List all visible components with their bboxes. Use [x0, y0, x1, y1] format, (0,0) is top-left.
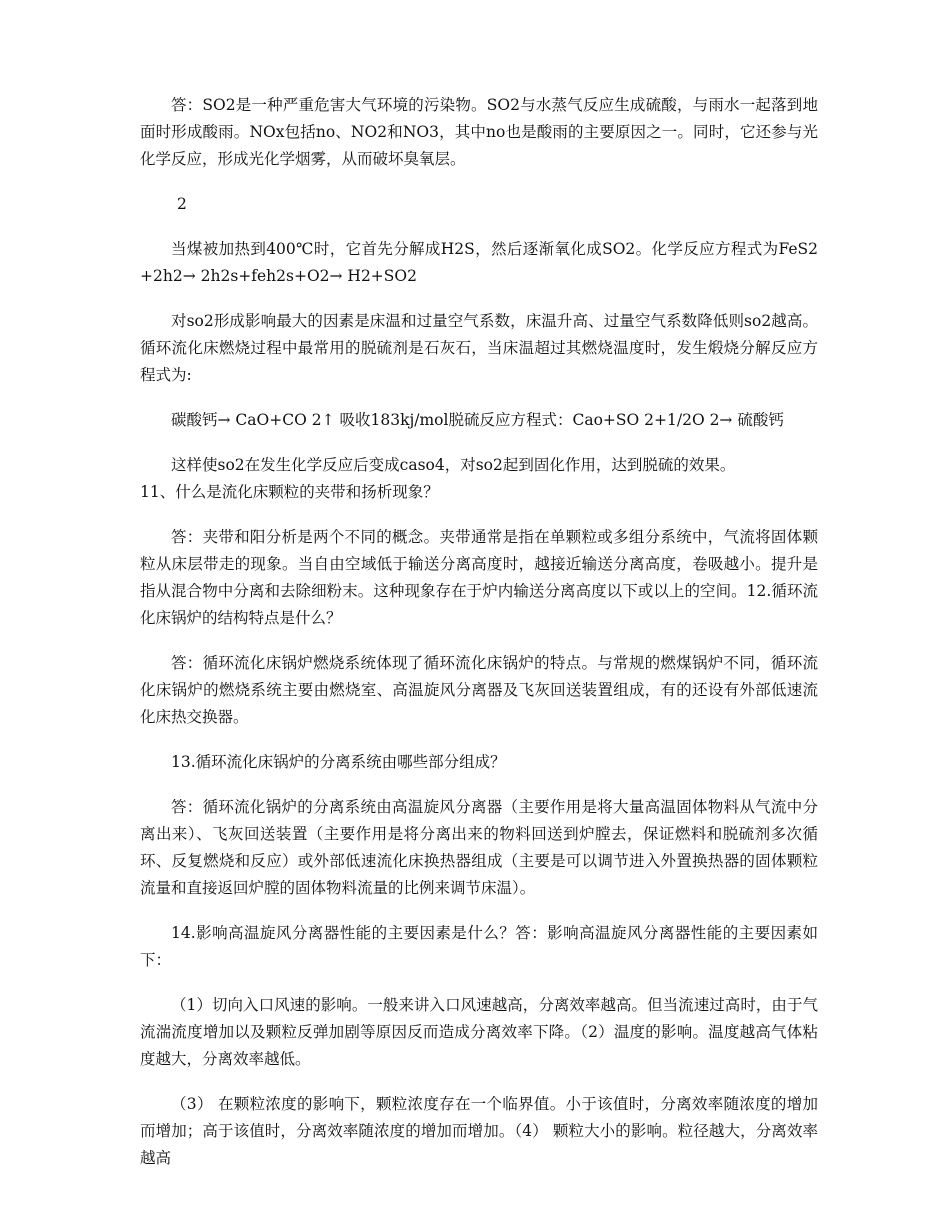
paragraph-coal-heating: 当煤被加热到400℃时，它首先分解成H2S，然后逐渐氧化成SO2。化学反应方程式为FeS2+2h2→ 2h2s+feh2s+O2→ H2+SO2 — [140, 240, 818, 285]
paragraph-so2-factors: 对so2形成影响最大的因素是床温和过量空气系数，床温升高、过量空气系数降低则so2越高。循环流化床燃烧过程中最常用的脱硫剂是石灰石，当床温超过其燃烧温度时，发生煅烧分解反应方程式为: — [140, 312, 818, 384]
paragraph-so2-pollutant: 答：SO2是一种严重危害大气环境的污染物。SO2与水蒸气反应生成硫酸，与雨水一起落到地面时形成酸雨。NOx包括no、NO2和NO3，其中no也是酸雨的主要原因之一。同时，它还参与光化学反应，形成光化学烟雾，从而破坏臭氧层。 — [140, 96, 818, 168]
answer-11: 答：夹带和阳分析是两个不同的概念。夹带通常是指在单颗粒或多组分系统中，气流将固体颗粒从床层带走的现象。当自由空域低于输送分离高度时，越接近输送分离高度，卷吸越小。提升是指从混合物中分离和去除细粉末。这种现象存在于炉内输送分离高度以下或以上的空间。12.循环流化床锅炉的结构特点是什么？ — [140, 528, 818, 627]
paragraph-number: 2 — [177, 195, 187, 213]
answer-14-part-2: （3） 在颗粒浓度的影响下，颗粒浓度存在一个临界值。小于该值时，分离效率随浓度的增加而增加；高于该值时，分离效率随浓度的增加而增加。（4） 颗粒大小的影响。粒径越大，分离效率越高 — [140, 1095, 818, 1167]
question-14: 14.影响高温旋风分离器性能的主要因素是什么？答：影响高温旋风分离器性能的主要因素如下： — [140, 924, 818, 969]
question-11: 11、什么是流化床颗粒的夹带和扬析现象？ — [140, 483, 439, 501]
document-page — [140, 92, 818, 1190]
answer-12: 答：循环流化床锅炉燃烧系统体现了循环流化床锅炉的特点。与常规的燃煤锅炉不同，循环流化床锅炉的燃烧系统主要由燃烧室、高温旋风分离器及飞灰回送装置组成，有的还设有外部低速流化床热交换器。 — [140, 654, 818, 726]
question-13: 13.循环流化床锅炉的分离系统由哪些部分组成？ — [171, 753, 506, 771]
paragraph-desulfurization: 这样使so2在发生化学反应后变成caso4，对so2起到固化作用，达到脱硫的效果。 — [171, 456, 736, 474]
answer-14-part-1: （1）切向入口风速的影响。一般来讲入口风速越高，分离效率越高。但当流速过高时，由于气流湍流度增加以及颗粒反弹加剧等原因反而造成分离效率下降。（2）温度的影响。温度越高气体粘度越大，分离效率越低。 — [140, 996, 818, 1068]
answer-13: 答：循环流化锅炉的分离系统由高温旋风分离器（主要作用是将大量高温固体物料从气流中分离出来）、飞灰回送装置（主要作用是将分离出来的物料回送到炉膛去，保证燃料和脱硫剂多次循环、反复燃烧和反应）或外部低速流化床换热器组成（主要是可以调节进入外置换热器的固体颗粒流量和直接返回炉膛的固体物料流量的比例来调节床温）。 — [140, 798, 818, 897]
paragraph-reaction-equation: 碳酸钙→ CaO+CO 2↑ 吸收183kj/mol脱硫反应方程式：Cao+SO 2+1/2O 2→ 硫酸钙 — [171, 411, 784, 429]
